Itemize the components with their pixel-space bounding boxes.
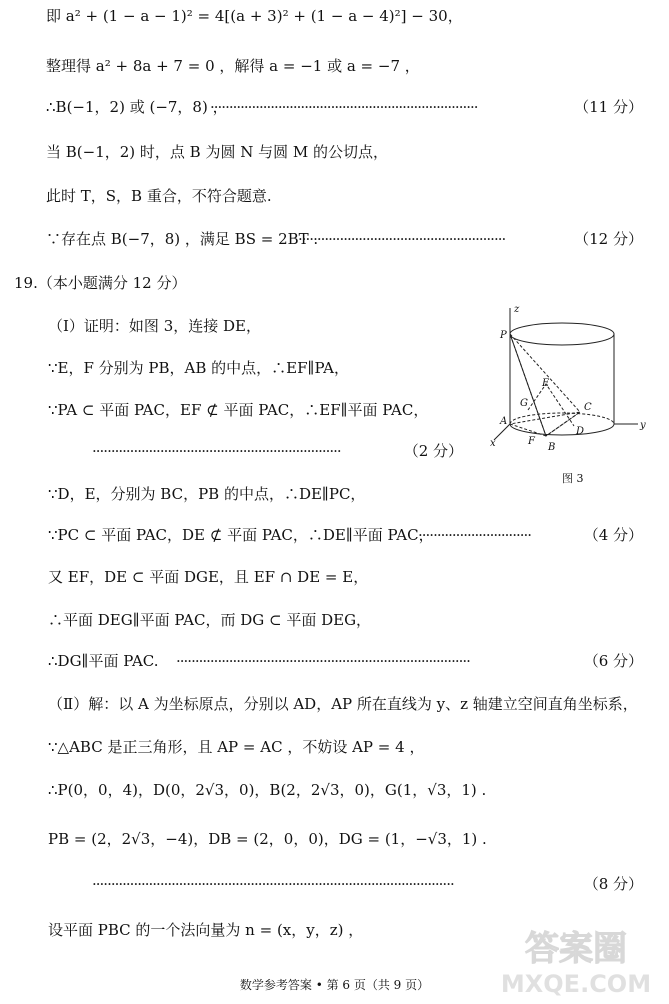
label-B: B: [548, 442, 556, 453]
text-line: ∵PA ⊂ 平面 PAC，EF ⊄ 平面 PAC，∴EF∥平面 PAC，: [48, 401, 429, 419]
svg-text:MXQE.COM: MXQE.COM: [500, 970, 652, 998]
score-note: （12 分）: [574, 230, 643, 248]
label-x: x: [490, 438, 496, 449]
score-note: （6 分）: [583, 652, 643, 670]
label-z: z: [514, 304, 520, 315]
score-note: （8 分）: [583, 875, 643, 893]
label-E: E: [542, 378, 550, 389]
label-P: P: [500, 330, 507, 341]
text-line: （Ⅱ）解：以 A 为坐标原点，分别以 AD，AP 所在直线为 y、z 轴建立空间直角坐标系，: [48, 695, 638, 713]
equation-line: 即 a² + (1 − a − 1)² = 4[(a + 3)² + (1 − a − 4)²] − 30，: [46, 7, 463, 25]
label-D: D: [576, 426, 585, 437]
text-line: ∴DG∥平面 PAC.: [48, 652, 159, 670]
text-line: ∵D，E，分别为 BC，PB 的中点，∴DE∥PC，: [48, 485, 366, 503]
cylinder-figure: [488, 300, 658, 460]
label-A: A: [500, 416, 508, 427]
text-line: ∴平面 DEG∥平面 PAC，而 DG ⊂ 平面 DEG，: [48, 611, 372, 629]
question-heading: 19.（本小题满分 12 分）: [14, 274, 187, 292]
leader-dots: ·······································································: [210, 98, 478, 116]
text-line: ∴P(0，0，4)，D(0，2√3，0)，B(2，2√3，0)，G(1，√3，1) .: [48, 781, 487, 799]
text-line: 又 EF，DE ⊂ 平面 DGE，且 EF ∩ DE = E，: [48, 568, 369, 586]
text-line: ∵PC ⊂ 平面 PAC，DE ⊄ 平面 PAC，∴DE∥平面 PAC，: [48, 526, 434, 544]
text-line: 设平面 PBC 的一个法向量为 n = (x，y，z) ，: [48, 921, 364, 939]
text-line: ∵存在点 B(−7，8) ，满足 BS = 2BT .: [46, 230, 319, 248]
text-line: ∵E，F 分别为 PB，AB 的中点，∴EF∥PA，: [48, 359, 350, 377]
figure-caption: 图 3: [562, 472, 584, 485]
top-ellipse: [510, 323, 614, 345]
text-line: ∵△ABC 是正三角形，且 AP = AC ，不妨设 AP = 4 ，: [48, 738, 425, 756]
text-line: （Ⅰ）证明：如图 3，连接 DE，: [48, 317, 261, 335]
leader-dots: ······························: [418, 526, 532, 544]
score-note: （4 分）: [583, 526, 643, 544]
label-F: F: [528, 436, 535, 447]
leader-dots: ·······················································: [298, 230, 506, 248]
score-note: （11 分）: [574, 98, 643, 116]
leader-dots: ··············································································: [176, 652, 470, 670]
vector-line: PB = (2，2√3，−4)，DB = (2，0，0)，DG = (1，−√3，1) .: [48, 830, 487, 848]
text-line: 此时 T，S，B 重合，不符合题意.: [46, 187, 272, 205]
label-C: C: [584, 402, 592, 413]
equation-line: 整理得 a² + 8a + 7 = 0 ，解得 a = −1 或 a = −7 ，: [46, 57, 420, 75]
text-line: ∴B(−1，2) 或 (−7，8) ，: [46, 98, 228, 116]
page-footer: 数学参考答案 • 第 6 页（共 9 页）: [239, 978, 430, 992]
svg-text:答案圈: 答案圈: [525, 929, 627, 969]
label-G: G: [520, 398, 528, 409]
leader-dots: ··································································: [92, 442, 341, 460]
text-line: 当 B(−1，2) 时，点 B 为圆 N 与圆 M 的公切点，: [46, 143, 389, 161]
leader-dots: ································································································: [92, 875, 454, 893]
score-note: （2 分）: [403, 442, 463, 460]
label-y: y: [640, 420, 646, 431]
